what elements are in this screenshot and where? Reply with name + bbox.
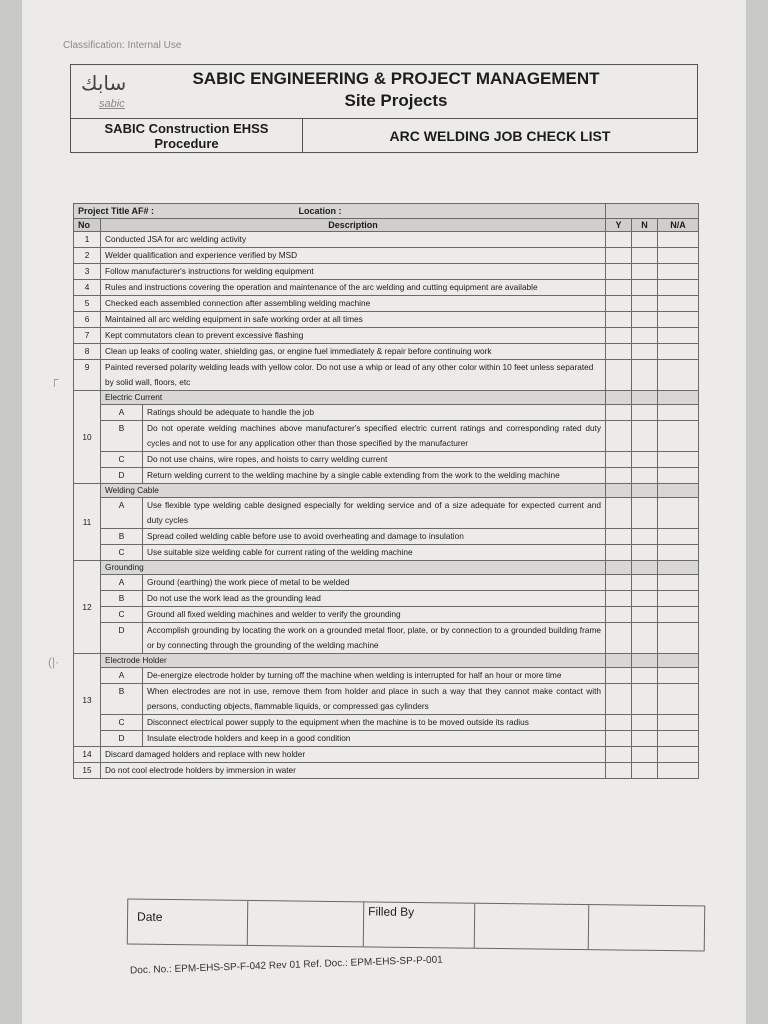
- check-y-cell[interactable]: [606, 405, 632, 421]
- check-na-cell[interactable]: [658, 344, 699, 360]
- check-na-cell[interactable]: [658, 232, 699, 248]
- sub-item-description: Insulate electrode holders and keep in a good condition: [143, 731, 606, 747]
- col-no-header: No: [74, 219, 101, 232]
- item-description: Follow manufacturer's instructions for welding equipment: [101, 264, 606, 280]
- checklist-subrow: [74, 623, 699, 654]
- check-n-cell[interactable]: [632, 468, 658, 484]
- checklist-subrow: [74, 607, 699, 623]
- sub-item-description: Do not operate welding machines above manufacturer's specified electric current ratings and corresponding rated duty cycles and not to use for any application other than those specified by the manufacturer: [143, 421, 606, 452]
- sub-item-description: Ground all fixed welding machines and welder to verify the grounding: [143, 607, 606, 623]
- section-number: 10: [74, 391, 101, 484]
- section-header-row: [74, 654, 699, 668]
- check-y-cell[interactable]: [606, 575, 632, 591]
- check-na-cell[interactable]: [658, 468, 699, 484]
- sub-item-description: Ground (earthing) the work piece of metal to be welded: [143, 575, 606, 591]
- checklist-subrow: [74, 405, 699, 421]
- sub-item-description: Do not use the work lead as the grounding lead: [143, 591, 606, 607]
- check-na-cell[interactable]: [658, 715, 699, 731]
- check-na-cell[interactable]: [658, 607, 699, 623]
- check-na-cell[interactable]: [658, 312, 699, 328]
- check-na-cell[interactable]: [658, 421, 699, 452]
- item-description: Welder qualification and experience verified by MSD: [101, 248, 606, 264]
- checklist-row: [74, 264, 699, 280]
- location-label: Location :: [298, 206, 342, 216]
- check-n-cell[interactable]: [632, 607, 658, 623]
- check-n-cell[interactable]: [632, 545, 658, 561]
- item-number: 5: [74, 296, 101, 312]
- check-n-cell[interactable]: [632, 731, 658, 747]
- margin-mark: ┌: [50, 372, 59, 386]
- col-n-header: N: [632, 219, 658, 232]
- checklist-row: [74, 280, 699, 296]
- checklist-subrow: [74, 668, 699, 684]
- section-number: 12: [74, 561, 101, 654]
- checklist-subrow: [74, 498, 699, 529]
- check-na-cell[interactable]: [658, 328, 699, 344]
- check-na-cell[interactable]: [658, 747, 699, 763]
- check-n-cell[interactable]: [632, 623, 658, 654]
- section-header-row: [74, 561, 699, 575]
- sub-item-letter: B: [101, 529, 143, 545]
- filled-by-box: [127, 898, 706, 951]
- checklist-row: [74, 232, 699, 248]
- checklist-row: [74, 328, 699, 344]
- sub-item-letter: C: [101, 452, 143, 468]
- sub-item-letter: D: [101, 468, 143, 484]
- check-n-cell[interactable]: [632, 421, 658, 452]
- checklist-row: [74, 248, 699, 264]
- check-y-cell[interactable]: [606, 731, 632, 747]
- sub-item-letter: B: [101, 591, 143, 607]
- check-y-cell[interactable]: [606, 715, 632, 731]
- section-title: Welding Cable: [101, 484, 606, 498]
- sub-item-letter: B: [101, 421, 143, 452]
- checklist-table-container: [73, 203, 698, 779]
- check-na-cell[interactable]: [658, 280, 699, 296]
- sub-item-letter: A: [101, 405, 143, 421]
- filled-by-field[interactable]: [475, 904, 590, 949]
- sub-item-description: When electrodes are not in use, remove them from holder and place in such a way that they cannot make contact with persons, conducting objects, flammable liquids, or compressed gas cylinders: [143, 684, 606, 715]
- filled-by-label: Filled By: [368, 904, 415, 919]
- check-n-cell[interactable]: [632, 264, 658, 280]
- sub-item-letter: C: [101, 545, 143, 561]
- sub-item-description: Use flexible type welding cable designed especially for welding service and of a size adequate for expected current and duty cycles: [143, 498, 606, 529]
- classification-label: Classification: Internal Use: [63, 40, 182, 51]
- sub-item-letter: C: [101, 715, 143, 731]
- check-n-cell[interactable]: [632, 763, 658, 779]
- project-title-label: Project Title AF# :: [78, 206, 155, 216]
- sub-item-description: Accomplish grounding by locating the work on a grounded metal floor, plate, or by connection to a grounded building frame or by connecting through the grounding of the welding machine: [143, 623, 606, 654]
- sub-item-description: De-energize electrode holder by turning off the machine when welding is interrupted for half an hour or more time: [143, 668, 606, 684]
- item-number: 1: [74, 232, 101, 248]
- check-y-cell[interactable]: [606, 747, 632, 763]
- checklist-row: [74, 296, 699, 312]
- check-na-cell[interactable]: [658, 529, 699, 545]
- sub-item-description: Spread coiled welding cable before use to avoid overheating and damage to insulation: [143, 529, 606, 545]
- checklist-subrow: [74, 452, 699, 468]
- checklist-row: [74, 360, 699, 391]
- checklist-row: [74, 344, 699, 360]
- check-y-cell[interactable]: [606, 498, 632, 529]
- check-n-cell[interactable]: [632, 280, 658, 296]
- item-number: 6: [74, 312, 101, 328]
- check-n-cell[interactable]: [632, 529, 658, 545]
- procedure-name: SABIC Construction EHSS Procedure: [71, 119, 303, 153]
- check-y-cell[interactable]: [606, 344, 632, 360]
- project-title-row: [74, 204, 699, 219]
- checklist-row: [74, 747, 699, 763]
- checklist-table: [73, 203, 699, 779]
- sub-item-letter: A: [101, 498, 143, 529]
- check-na-cell[interactable]: [658, 668, 699, 684]
- sub-item-letter: A: [101, 668, 143, 684]
- checklist-subrow: [74, 529, 699, 545]
- col-description-header: Description: [101, 219, 606, 232]
- margin-mark: (|·: [48, 655, 60, 669]
- section-title: Electrode Holder: [101, 654, 606, 668]
- check-n-cell[interactable]: [632, 328, 658, 344]
- check-y-cell[interactable]: [606, 529, 632, 545]
- sub-item-letter: A: [101, 575, 143, 591]
- check-n-cell[interactable]: [632, 360, 658, 391]
- document-header: [70, 64, 698, 153]
- check-na-cell[interactable]: [658, 498, 699, 529]
- item-number: 3: [74, 264, 101, 280]
- section-number: 13: [74, 654, 101, 747]
- check-y-cell[interactable]: [606, 668, 632, 684]
- sub-item-letter: B: [101, 684, 143, 715]
- item-description: Discard damaged holders and replace with new holder: [101, 747, 606, 763]
- check-n-cell[interactable]: [632, 668, 658, 684]
- check-y-cell[interactable]: [606, 623, 632, 654]
- sabic-logo: سابك sabic: [81, 71, 127, 110]
- check-n-cell[interactable]: [632, 232, 658, 248]
- item-description: Maintained all arc welding equipment in safe working order at all times: [101, 312, 606, 328]
- check-y-cell[interactable]: [606, 763, 632, 779]
- check-n-cell[interactable]: [632, 575, 658, 591]
- check-na-cell[interactable]: [658, 452, 699, 468]
- item-number: 7: [74, 328, 101, 344]
- check-n-cell[interactable]: [632, 591, 658, 607]
- check-y-cell[interactable]: [606, 545, 632, 561]
- item-description: Rules and instructions covering the operation and maintenance of the arc welding and cutting equipment are available: [101, 280, 606, 296]
- check-na-cell[interactable]: [658, 405, 699, 421]
- check-n-cell[interactable]: [632, 498, 658, 529]
- checklist-row: [74, 763, 699, 779]
- item-description: Painted reversed polarity welding leads with yellow color. Do not use a whip or lead of any other color within 10 feet unless separated by solid wall, floors, etc: [101, 360, 606, 391]
- organization-title: SABIC ENGINEERING & PROJECT MANAGEMENT Site Projects: [192, 69, 600, 110]
- section-header-row: [74, 391, 699, 405]
- check-na-cell[interactable]: [658, 623, 699, 654]
- item-description: Conducted JSA for arc welding activity: [101, 232, 606, 248]
- item-number: 2: [74, 248, 101, 264]
- check-na-cell[interactable]: [658, 248, 699, 264]
- check-y-cell[interactable]: [606, 264, 632, 280]
- checklist-title: ARC WELDING JOB CHECK LIST: [389, 128, 611, 144]
- check-y-cell[interactable]: [606, 452, 632, 468]
- check-y-cell[interactable]: [606, 280, 632, 296]
- checklist-subrow: [74, 715, 699, 731]
- sub-item-letter: D: [101, 623, 143, 654]
- sub-item-letter: C: [101, 607, 143, 623]
- check-na-cell[interactable]: [658, 591, 699, 607]
- checklist-subrow: [74, 591, 699, 607]
- sub-item-description: Do not use chains, wire ropes, and hoists to carry welding current: [143, 452, 606, 468]
- section-header-row: [74, 484, 699, 498]
- item-number: 15: [74, 763, 101, 779]
- check-y-cell[interactable]: [606, 360, 632, 391]
- col-y-header: Y: [606, 219, 632, 232]
- check-y-cell[interactable]: [606, 312, 632, 328]
- check-n-cell[interactable]: [632, 344, 658, 360]
- sub-item-description: Use suitable size welding cable for current rating of the welding machine: [143, 545, 606, 561]
- column-header-row: [74, 219, 699, 232]
- checklist-subrow: [74, 421, 699, 452]
- check-na-cell[interactable]: [658, 684, 699, 715]
- item-number: 4: [74, 280, 101, 296]
- sub-item-description: Ratings should be adequate to handle the job: [143, 405, 606, 421]
- item-number: 9: [74, 360, 101, 391]
- check-n-cell[interactable]: [632, 405, 658, 421]
- item-number: 8: [74, 344, 101, 360]
- check-y-cell[interactable]: [606, 232, 632, 248]
- check-na-cell[interactable]: [658, 763, 699, 779]
- check-n-cell[interactable]: [632, 747, 658, 763]
- col-na-header: N/A: [658, 219, 699, 232]
- section-title: Electric Current: [101, 391, 606, 405]
- check-y-cell[interactable]: [606, 296, 632, 312]
- sub-item-letter: D: [101, 731, 143, 747]
- item-description: Checked each assembled connection after assembling welding machine: [101, 296, 606, 312]
- date-label: Date: [136, 909, 163, 924]
- check-n-cell[interactable]: [632, 684, 658, 715]
- check-na-cell[interactable]: [658, 545, 699, 561]
- check-y-cell[interactable]: [606, 591, 632, 607]
- checklist-subrow: [74, 468, 699, 484]
- section-number: 11: [74, 484, 101, 561]
- item-description: Do not cool electrode holders by immersion in water: [101, 763, 606, 779]
- check-y-cell[interactable]: [606, 421, 632, 452]
- section-title: Grounding: [101, 561, 606, 575]
- check-n-cell[interactable]: [632, 715, 658, 731]
- check-n-cell[interactable]: [632, 248, 658, 264]
- checklist-subrow: [74, 731, 699, 747]
- item-description: Clean up leaks of cooling water, shielding gas, or engine fuel immediately & repair before continuing work: [101, 344, 606, 360]
- check-y-cell[interactable]: [606, 468, 632, 484]
- check-na-cell[interactable]: [658, 731, 699, 747]
- date-field[interactable]: [248, 901, 365, 946]
- checklist-subrow: [74, 545, 699, 561]
- checklist-subrow: [74, 575, 699, 591]
- check-na-cell[interactable]: [658, 296, 699, 312]
- check-n-cell[interactable]: [632, 452, 658, 468]
- check-na-cell[interactable]: [658, 360, 699, 391]
- sub-item-description: Return welding current to the welding machine by a single cable extending from the work to the welding machine: [143, 468, 606, 484]
- document-number: Doc. No.: EPM-EHS-SP-F-042 Rev 01 Ref. Doc.: EPM-EHS-SP-P-001: [129, 954, 443, 977]
- checklist-subrow: [74, 684, 699, 715]
- check-na-cell[interactable]: [658, 264, 699, 280]
- item-description: Kept commutators clean to prevent excessive flashing: [101, 328, 606, 344]
- check-n-cell[interactable]: [632, 296, 658, 312]
- check-y-cell[interactable]: [606, 607, 632, 623]
- check-y-cell[interactable]: [606, 248, 632, 264]
- item-number: 14: [74, 747, 101, 763]
- checklist-row: [74, 312, 699, 328]
- check-n-cell[interactable]: [632, 312, 658, 328]
- check-y-cell[interactable]: [606, 684, 632, 715]
- check-na-cell[interactable]: [658, 575, 699, 591]
- sub-item-description: Disconnect electrical power supply to the equipment when the machine is to be moved outside its radius: [143, 715, 606, 731]
- check-y-cell[interactable]: [606, 328, 632, 344]
